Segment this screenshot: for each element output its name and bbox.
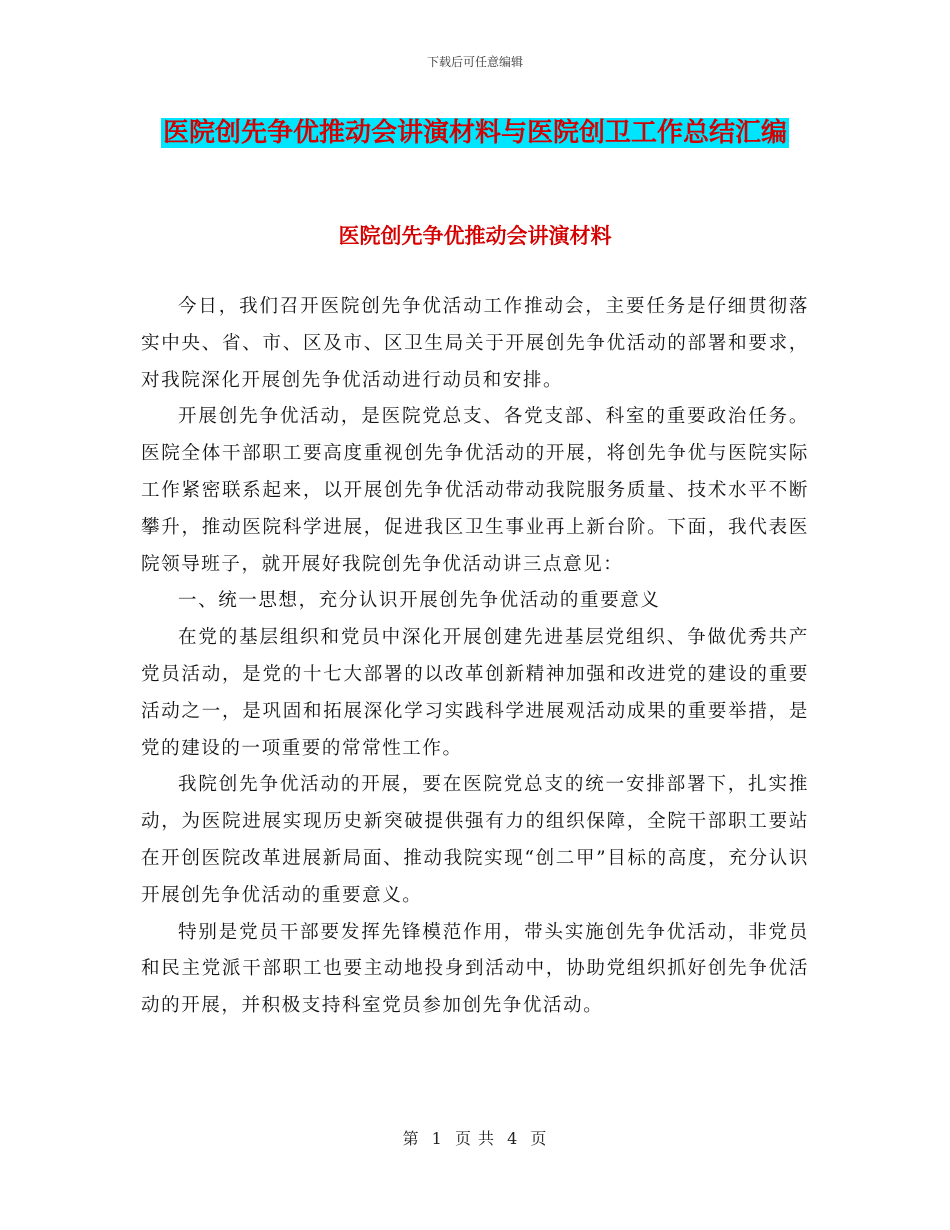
- paragraph: 特别是党员干部要发挥先锋模范作用，带头实施创先争优活动，非党员和民主党派干部职工也要主动地投身到活动中，协助党组织抓好创先争优活动的开展，并积极支持科室党员参加创先争优活动。: [141, 921, 809, 1017]
- footer-prefix: 第: [402, 1129, 420, 1148]
- page-number: 1: [431, 1129, 443, 1148]
- page-total: 4: [507, 1129, 519, 1148]
- document-title: [140, 108, 810, 158]
- footer-middle: 页 共: [454, 1129, 496, 1148]
- document-title-text: 医院创先争优推动会讲演材料与医院创卫工作总结汇编: [162, 118, 787, 148]
- paragraph: 我院创先争优活动的开展，要在医院党总支的统一安排部署下，扎实推动，为医院进展实现历史新突破提供强有力的组织保障，全院干部职工要站在开创医院改革进展新局面、推动我院实现“创二甲”目标的高度，充分认识开展创先争优活动的重要意义。: [141, 774, 809, 906]
- paragraph: 今日，我们召开医院创先争优活动工作推动会，主要任务是仔细贯彻落实中央、省、市、区及市、区卫生局关于开展创先争优活动的部署和要求，对我院深化开展创先争优活动进行动员和安排。: [141, 296, 809, 391]
- section-title: 医院创先争优推动会讲演材料: [338, 223, 612, 248]
- document-body: [141, 289, 809, 1025]
- page-footer: [0, 1126, 950, 1149]
- paragraph: 在党的基层组织和党员中深化开展创建先进基层党组织、争做优秀共产党员活动，是党的十七大部署的以改革创新精神加强和改进党的建设的重要活动之一，是巩固和拓展深化学习实践科学进展观活动成果的重要举措，是党的建设的一项重要的常常性工作。: [141, 627, 809, 759]
- footer-suffix: 页: [530, 1129, 548, 1148]
- header-note: 下载后可任意编辑: [426, 55, 523, 69]
- subheading: 一、统一思想，充分认识开展创先争优活动的重要意义: [178, 590, 661, 612]
- paragraph: 开展创先争优活动，是医院党总支、各党支部、科室的重要政治任务。医院全体干部职工要高度重视创先争优活动的开展，将创先争优与医院实际工作紧密联系起来，以开展创先争优活动带动我院服务质量、技术水平不断攀升，推动医院科学进展，促进我区卫生事业再上新台阶。下面，我代表医院领导班子，就开展好我院创先争优活动讲三点意见：: [141, 406, 809, 575]
